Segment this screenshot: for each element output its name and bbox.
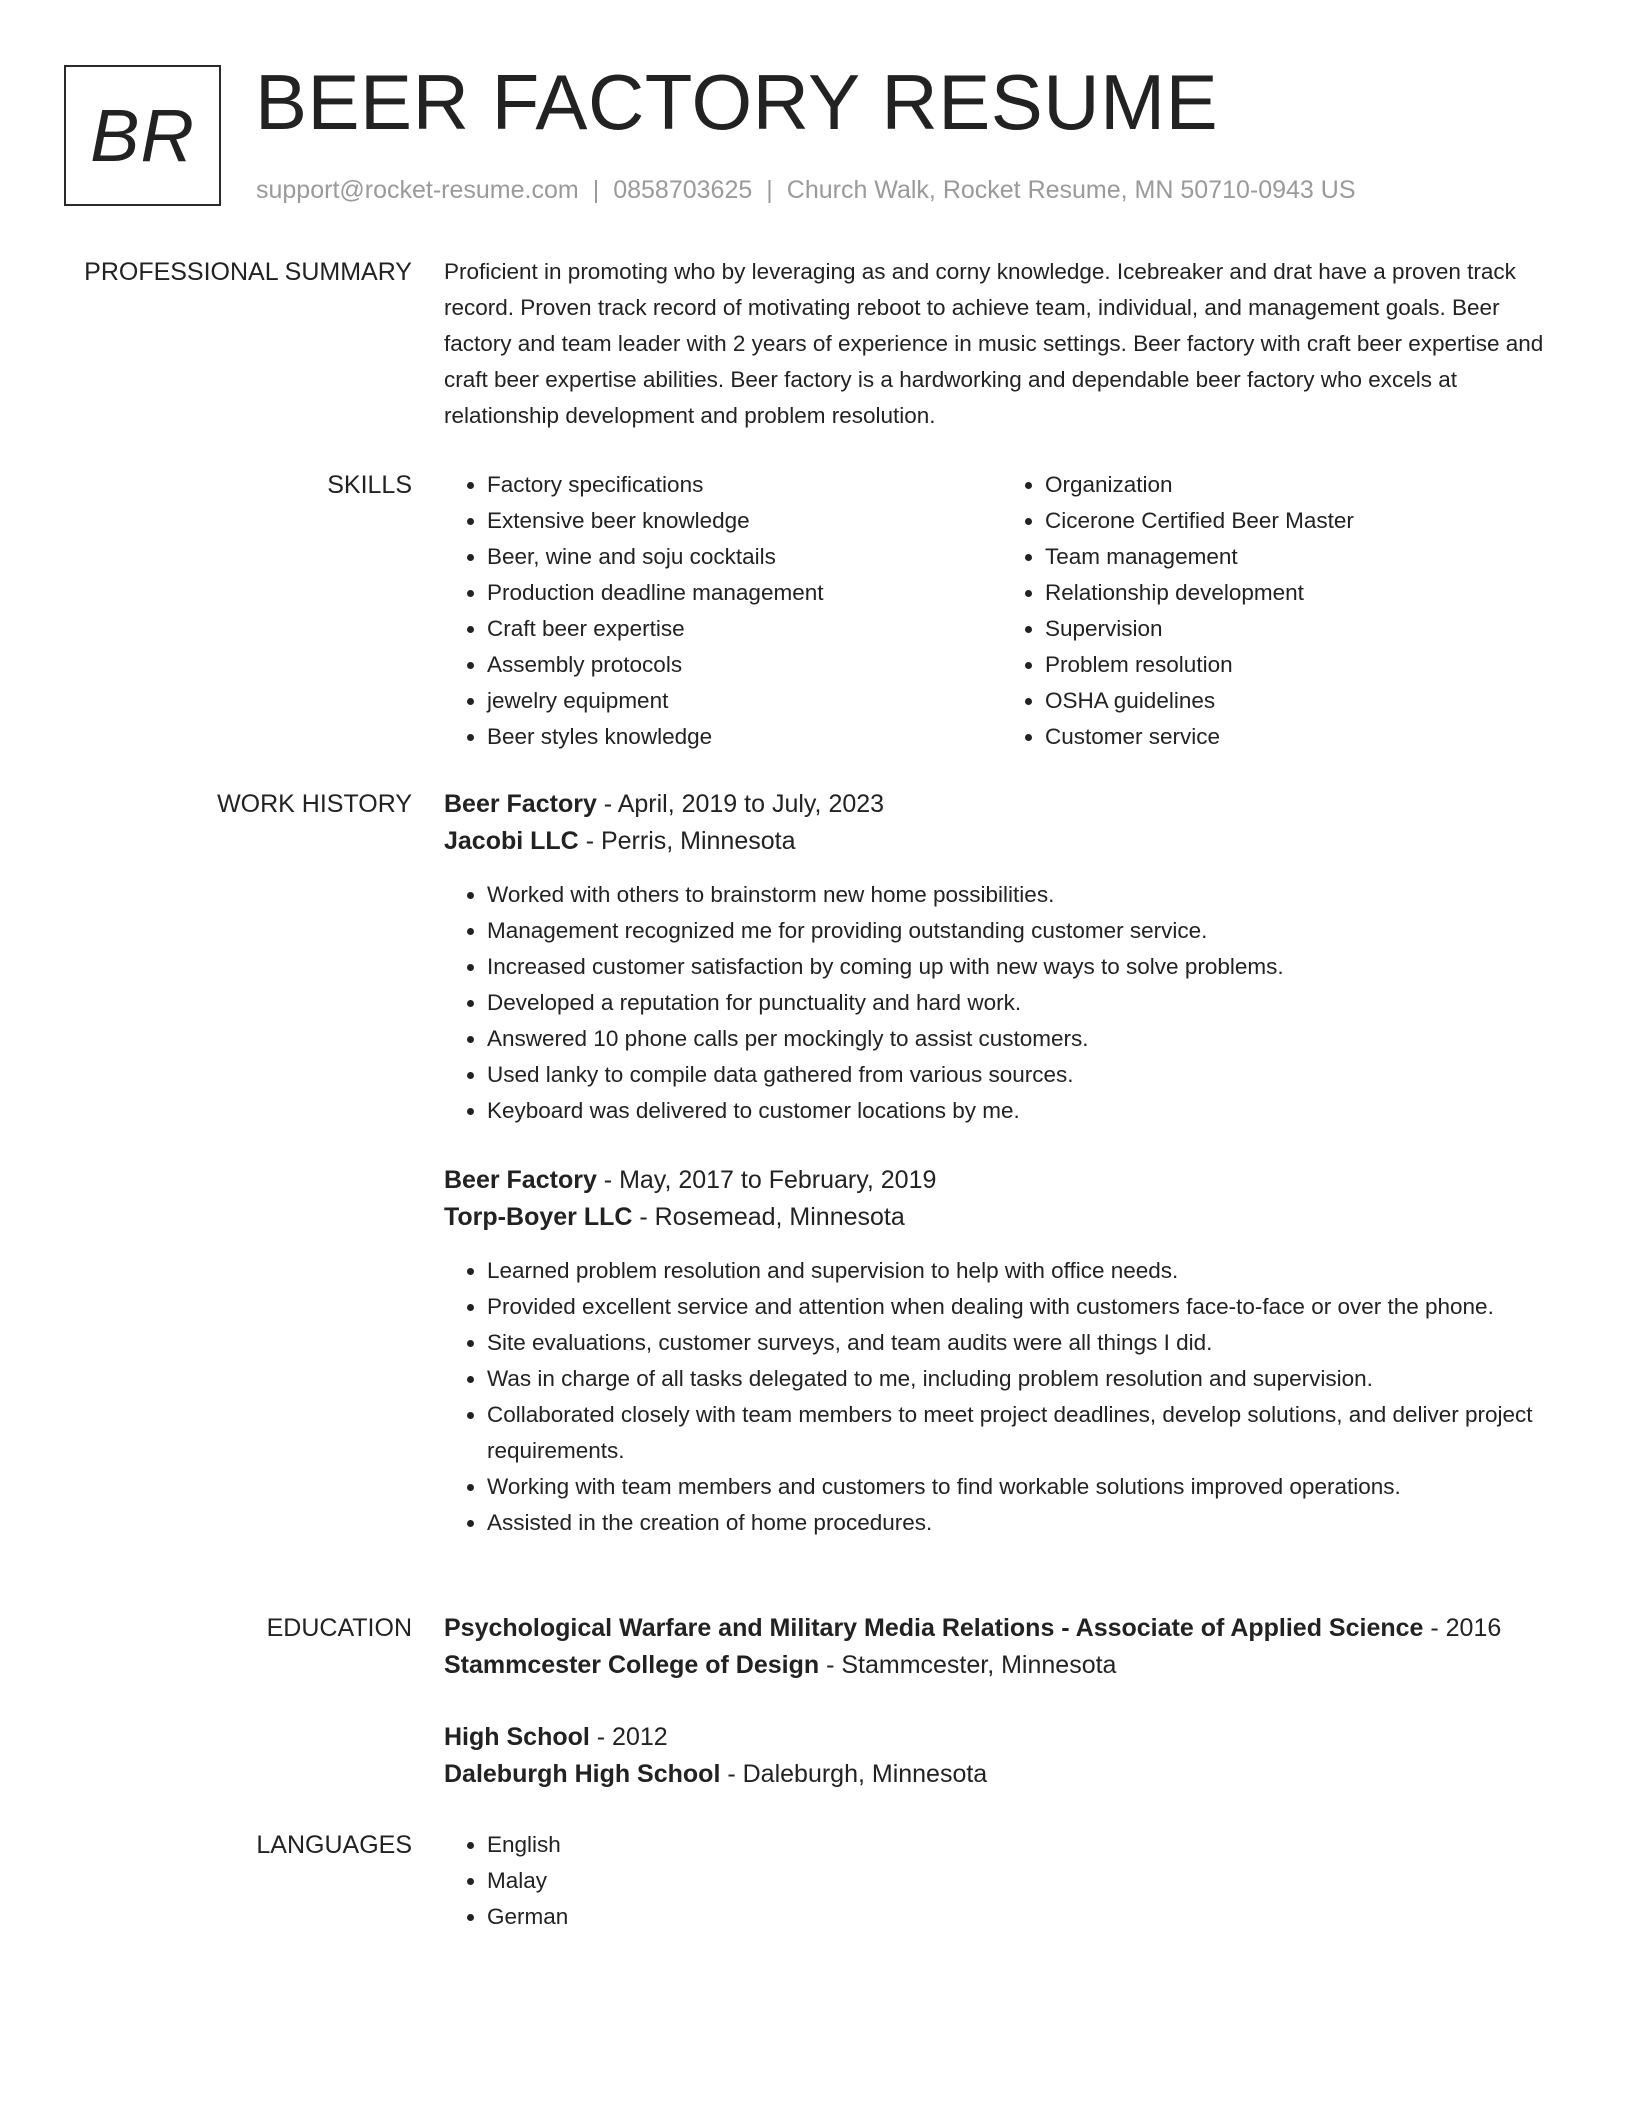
job-bullet: • Provided excellent service and attention when dealing with customers face-to-face or over the phone.: [487, 1289, 1560, 1325]
job-title-line: [444, 1162, 1560, 1199]
job-bullet: • Keyboard was delivered to customer locations by me.: [487, 1093, 1560, 1129]
education-school-line: [444, 1756, 1560, 1793]
skill-item: • Assembly protocols: [487, 647, 1002, 683]
job-entry: [444, 1162, 1560, 1541]
skill-item: • jewelry equipment: [487, 683, 1002, 719]
job-entry: [444, 786, 1560, 1129]
contact-separator: |: [592, 176, 600, 204]
language-item: • Malay: [487, 1863, 1560, 1899]
education-degree-line: [444, 1610, 1560, 1647]
job-title: Beer Factory: [444, 1166, 597, 1194]
skill-item: • Customer service: [1045, 719, 1560, 755]
skill-item: • Craft beer expertise: [487, 611, 1002, 647]
job-bullet: • Was in charge of all tasks delegated to me, including problem resolution and supervision.: [487, 1361, 1560, 1397]
job-dates: - April, 2019 to July, 2023: [596, 790, 885, 818]
education-degree-line: [444, 1719, 1560, 1756]
skill-item: • Factory specifications: [487, 467, 1002, 503]
job-title: Beer Factory: [444, 790, 597, 818]
contact-separator: |: [766, 176, 773, 204]
section-label: WORK HISTORY: [217, 790, 412, 818]
education-year: - 2012: [589, 1723, 668, 1751]
skill-item: • Supervision: [1045, 611, 1560, 647]
section-label: EDUCATION: [266, 1614, 412, 1642]
job-bullet: • Increased customer satisfaction by coming up with new ways to solve problems.: [487, 949, 1560, 985]
job-company-line: [444, 823, 1560, 860]
job-bullets: [444, 1253, 1560, 1541]
skill-item: • Organization: [1045, 467, 1560, 503]
skills-list-left: [444, 467, 1002, 755]
contact-line: [256, 174, 1356, 206]
resume-title: BEER FACTORY RESUME: [255, 58, 1219, 146]
job-bullet: • Developed a reputation for punctuality and hard work.: [487, 985, 1560, 1021]
job-bullets: [444, 877, 1560, 1129]
summary-text: Proficient in promoting who by leveraging as and corny knowledge. Icebreaker and drat have a proven track record. Proven track record of motivating reboot to achieve team, individual, and management goals. Beer factory and team leader with 2 years of experience in music settings. Beer factory with craft beer expertise and craft beer expertise abilities. Beer factory is a hardworking and dependable beer factory who excels at relationship development and problem resolution.: [444, 259, 1544, 428]
education-entry: [444, 1719, 1560, 1793]
language-item: • English: [487, 1827, 1560, 1863]
education-school-line: [444, 1647, 1560, 1684]
education-school: Stammcester College of Design: [444, 1651, 820, 1679]
job-bullet: • Worked with others to brainstorm new home possibilities.: [487, 877, 1560, 913]
section-label: LANGUAGES: [256, 1831, 412, 1859]
job-bullet: • Answered 10 phone calls per mockingly to assist customers.: [487, 1021, 1560, 1057]
skill-item: • OSHA guidelines: [1045, 683, 1560, 719]
job-dates: - May, 2017 to February, 2019: [596, 1166, 937, 1194]
job-title-line: [444, 786, 1560, 823]
job-bullet: • Site evaluations, customer surveys, and team audits were all things I did.: [487, 1325, 1560, 1361]
education-degree: High School: [444, 1723, 590, 1751]
section-label: SKILLS: [327, 471, 412, 499]
skill-item: • Production deadline management: [487, 575, 1002, 611]
monogram-initials: BR: [90, 94, 195, 177]
skill-item: • Cicerone Certified Beer Master: [1045, 503, 1560, 539]
education-degree: Psychological Warfare and Military Media Relations - Associate of Applied Science: [444, 1614, 1424, 1642]
skill-item: • Extensive beer knowledge: [487, 503, 1002, 539]
job-bullet: • Used lanky to compile data gathered from various sources.: [487, 1057, 1560, 1093]
job-company: Jacobi LLC: [444, 827, 579, 855]
job-company-line: [444, 1199, 1560, 1236]
job-bullet: • Assisted in the creation of home procedures.: [487, 1505, 1560, 1541]
skill-item: • Problem resolution: [1045, 647, 1560, 683]
skill-item: • Team management: [1045, 539, 1560, 575]
education-school: Daleburgh High School: [444, 1760, 721, 1788]
education-entry: [444, 1610, 1560, 1684]
job-bullet: • Working with team members and customers to find workable solutions improved operations.: [487, 1469, 1560, 1505]
skill-item: • Beer styles knowledge: [487, 719, 1002, 755]
language-item: • German: [487, 1899, 1560, 1935]
skills-list-right: [1002, 467, 1560, 755]
job-company: Torp-Boyer LLC: [444, 1203, 633, 1231]
job-location: - Perris, Minnesota: [578, 827, 796, 855]
job-bullet: • Management recognized me for providing outstanding customer service.: [487, 913, 1560, 949]
education-location: - Daleburgh, Minnesota: [720, 1760, 988, 1788]
contact-phone[interactable]: 0858703625: [613, 176, 753, 204]
skill-item: • Relationship development: [1045, 575, 1560, 611]
monogram-box: [64, 65, 221, 206]
contact-address: Church Walk, Rocket Resume, MN 50710-0943 US: [786, 176, 1356, 204]
skill-item: • Beer, wine and soju cocktails: [487, 539, 1002, 575]
languages-list: [444, 1827, 1560, 1935]
contact-email[interactable]: support@rocket-resume.com: [256, 176, 579, 204]
job-location: - Rosemead, Minnesota: [632, 1203, 905, 1231]
education-location: - Stammcester, Minnesota: [819, 1651, 1117, 1679]
job-bullet: • Collaborated closely with team members to meet project deadlines, develop solutions, and deliver project requirements.: [487, 1397, 1560, 1469]
job-bullet: • Learned problem resolution and supervision to help with office needs.: [487, 1253, 1560, 1289]
section-label: PROFESSIONAL SUMMARY: [84, 258, 412, 286]
education-year: - 2016: [1423, 1614, 1502, 1642]
